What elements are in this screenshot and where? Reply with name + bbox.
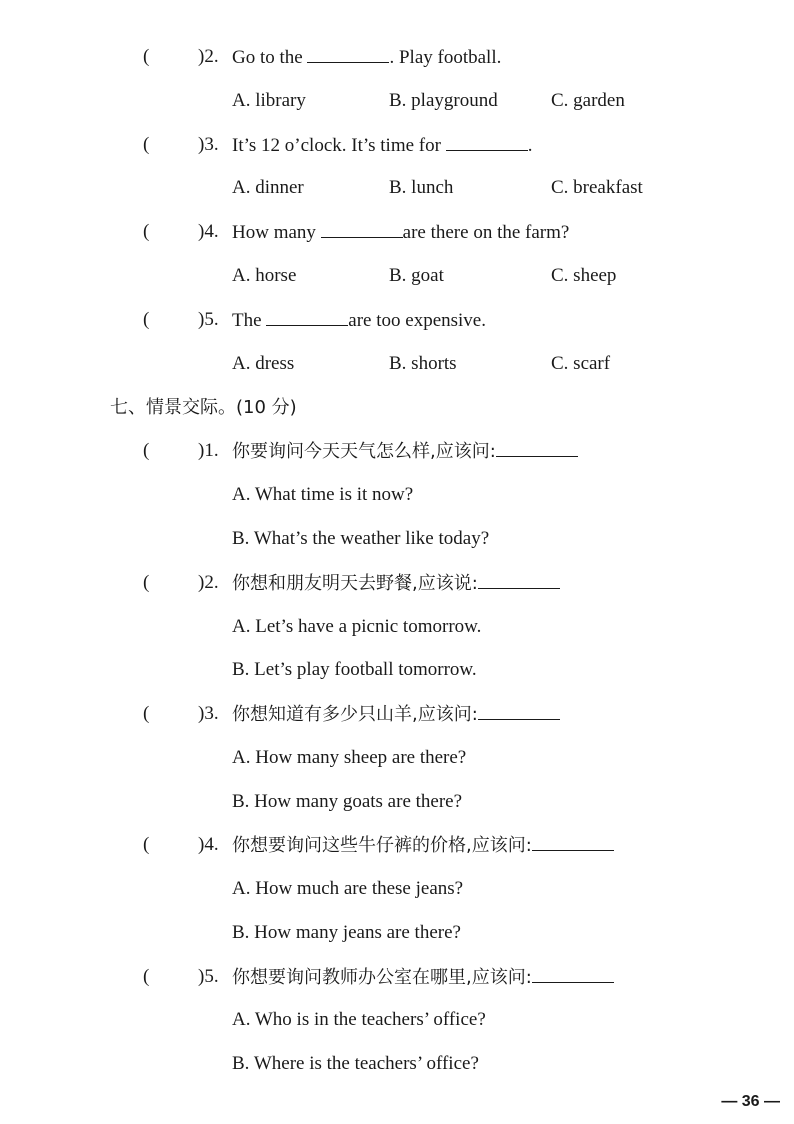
question-text: It’s 12 o’clock. It’s time for .	[232, 135, 533, 156]
option-b: B. What’s the weather like today?	[232, 528, 490, 549]
answer-paren-open[interactable]: (	[143, 134, 150, 155]
question-text: Go to the . Play football.	[232, 47, 502, 68]
option-b: B. How many goats are there?	[232, 791, 463, 812]
option-b: B. Where is the teachers’ office?	[232, 1053, 479, 1074]
question-number: )5.	[198, 966, 219, 987]
question-number: )3.	[198, 703, 219, 724]
answer-paren-open[interactable]: (	[143, 703, 150, 724]
question-number: )1.	[198, 440, 219, 461]
answer-paren-open[interactable]: (	[143, 834, 150, 855]
option-b: B. Let’s play football tomorrow.	[232, 659, 477, 680]
section-title: 七、情景交际。(10 分)	[110, 397, 297, 418]
question-number: )2.	[198, 572, 219, 593]
question-number: )4.	[198, 834, 219, 855]
question-number: )5.	[198, 309, 219, 330]
answer-blank[interactable]	[321, 220, 403, 238]
answer-paren-open[interactable]: (	[143, 966, 150, 987]
answer-blank[interactable]	[446, 133, 528, 151]
option-a: A. library	[232, 90, 306, 111]
answer-paren-open[interactable]: (	[143, 440, 150, 461]
option-a: A. horse	[232, 265, 297, 286]
option-a: A. How many sheep are there?	[232, 747, 467, 768]
option-a: A. dress	[232, 353, 295, 374]
answer-blank[interactable]	[532, 833, 614, 851]
option-b: B. shorts	[389, 353, 457, 374]
option-a: A. Who is in the teachers’ office?	[232, 1009, 486, 1030]
question-prompt: 你想知道有多少只山羊,应该问:	[232, 702, 560, 727]
answer-blank[interactable]	[478, 571, 560, 589]
option-c: C. sheep	[551, 265, 617, 286]
answer-blank[interactable]	[307, 45, 389, 63]
question-number: )2.	[198, 46, 219, 67]
option-a: A. What time is it now?	[232, 484, 414, 505]
answer-blank[interactable]	[266, 308, 348, 326]
answer-blank[interactable]	[496, 439, 578, 457]
answer-paren-open[interactable]: (	[143, 46, 150, 67]
option-c: C. garden	[551, 90, 625, 111]
question-text: The are too expensive.	[232, 310, 486, 331]
answer-paren-open[interactable]: (	[143, 309, 150, 330]
option-b: B. goat	[389, 265, 444, 286]
option-c: C. scarf	[551, 353, 611, 374]
question-prompt: 你想要询问这些牛仔裤的价格,应该问:	[232, 833, 614, 858]
option-a: A. How much are these jeans?	[232, 878, 464, 899]
answer-paren-open[interactable]: (	[143, 221, 150, 242]
answer-blank[interactable]	[532, 965, 614, 983]
question-text: How many are there on the farm?	[232, 222, 570, 243]
answer-blank[interactable]	[478, 702, 560, 720]
question-number: )3.	[198, 134, 219, 155]
option-b: B. lunch	[389, 177, 454, 198]
question-prompt: 你要询问今天天气怎么样,应该问:	[232, 439, 578, 464]
option-a: A. Let’s have a picnic tomorrow.	[232, 616, 482, 637]
option-a: A. dinner	[232, 177, 304, 198]
question-prompt: 你想和朋友明天去野餐,应该说:	[232, 571, 560, 596]
page-number: — 36 —	[721, 1093, 780, 1110]
option-c: C. breakfast	[551, 177, 643, 198]
question-number: )4.	[198, 221, 219, 242]
option-b: B. How many jeans are there?	[232, 922, 461, 943]
question-prompt: 你想要询问教师办公室在哪里,应该问:	[232, 965, 614, 990]
answer-paren-open[interactable]: (	[143, 572, 150, 593]
option-b: B. playground	[389, 90, 498, 111]
